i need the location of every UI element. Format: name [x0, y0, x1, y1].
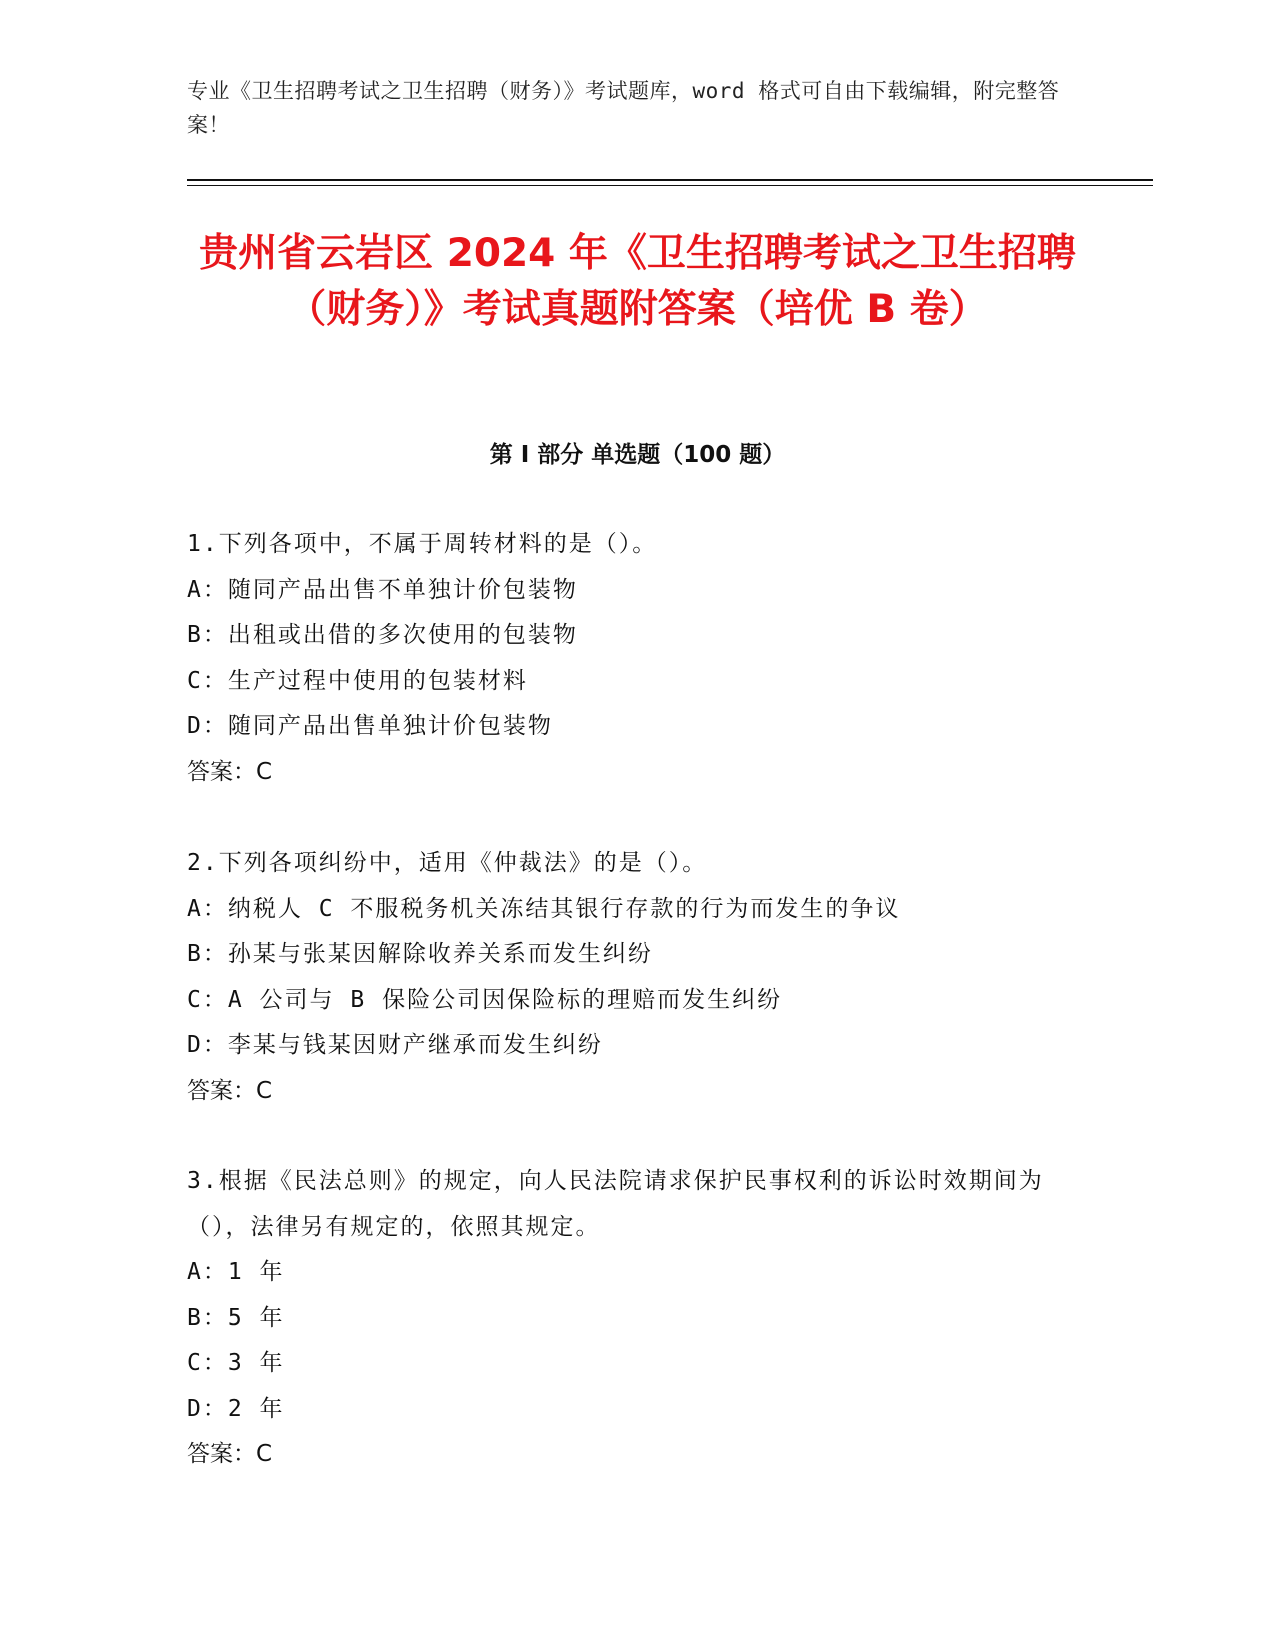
option-b: B：孙某与张某因解除收养关系而发生纠纷 — [187, 941, 653, 967]
header-divider — [187, 179, 1153, 181]
header-divider-thin — [187, 185, 1153, 186]
question-2 — [187, 841, 1067, 1114]
option-c: C：3 年 — [187, 1350, 285, 1376]
question-stem: 3.根据《民法总则》的规定，向人民法院请求保护民事权利的诉讼时效期间为（），法律另有规定的，依照其规定。 — [187, 1168, 1044, 1240]
option-d: D：2 年 — [187, 1395, 285, 1422]
answer: 答案：C — [187, 1077, 273, 1104]
option-a: A：纳税人 C 不服税务机关冻结其银行存款的行为而发生的争议 — [187, 895, 901, 922]
question-3 — [187, 1159, 1067, 1478]
option-c: C：生产过程中使用的包装材料 — [187, 667, 528, 694]
question-stem: 2.下列各项纠纷中，适用《仲裁法》的是（）。 — [187, 850, 708, 876]
option-b: B：出租或出借的多次使用的包装物 — [187, 622, 578, 648]
question-stem: 1.下列各项中，不属于周转材料的是（）。 — [187, 531, 658, 557]
option-a: A：1 年 — [187, 1259, 285, 1285]
option-c: C：A 公司与 B 保险公司因保险标的理赔而发生纠纷 — [187, 986, 783, 1013]
question-1 — [187, 522, 1067, 795]
header-note: 专业《卫生招聘考试之卫生招聘（财务）》考试题库，word 格式可自由下载编辑，附完整答案！ — [187, 79, 1060, 137]
option-a: A：随同产品出售不单独计价包装物 — [187, 576, 578, 603]
answer: 答案：C — [187, 1441, 273, 1467]
option-b: B：5 年 — [187, 1304, 285, 1331]
option-d: D：李某与钱某因财产继承而发生纠纷 — [187, 1032, 603, 1058]
answer: 答案：C — [187, 758, 273, 785]
document-title: 贵州省云岩区 2024 年《卫生招聘考试之卫生招聘（财务）》考试真题附答案（培优 B 卷） — [199, 231, 1076, 332]
option-d: D：随同产品出售单独计价包装物 — [187, 713, 553, 739]
section-heading: 第 I 部分 单选题（100 题） — [489, 442, 786, 468]
